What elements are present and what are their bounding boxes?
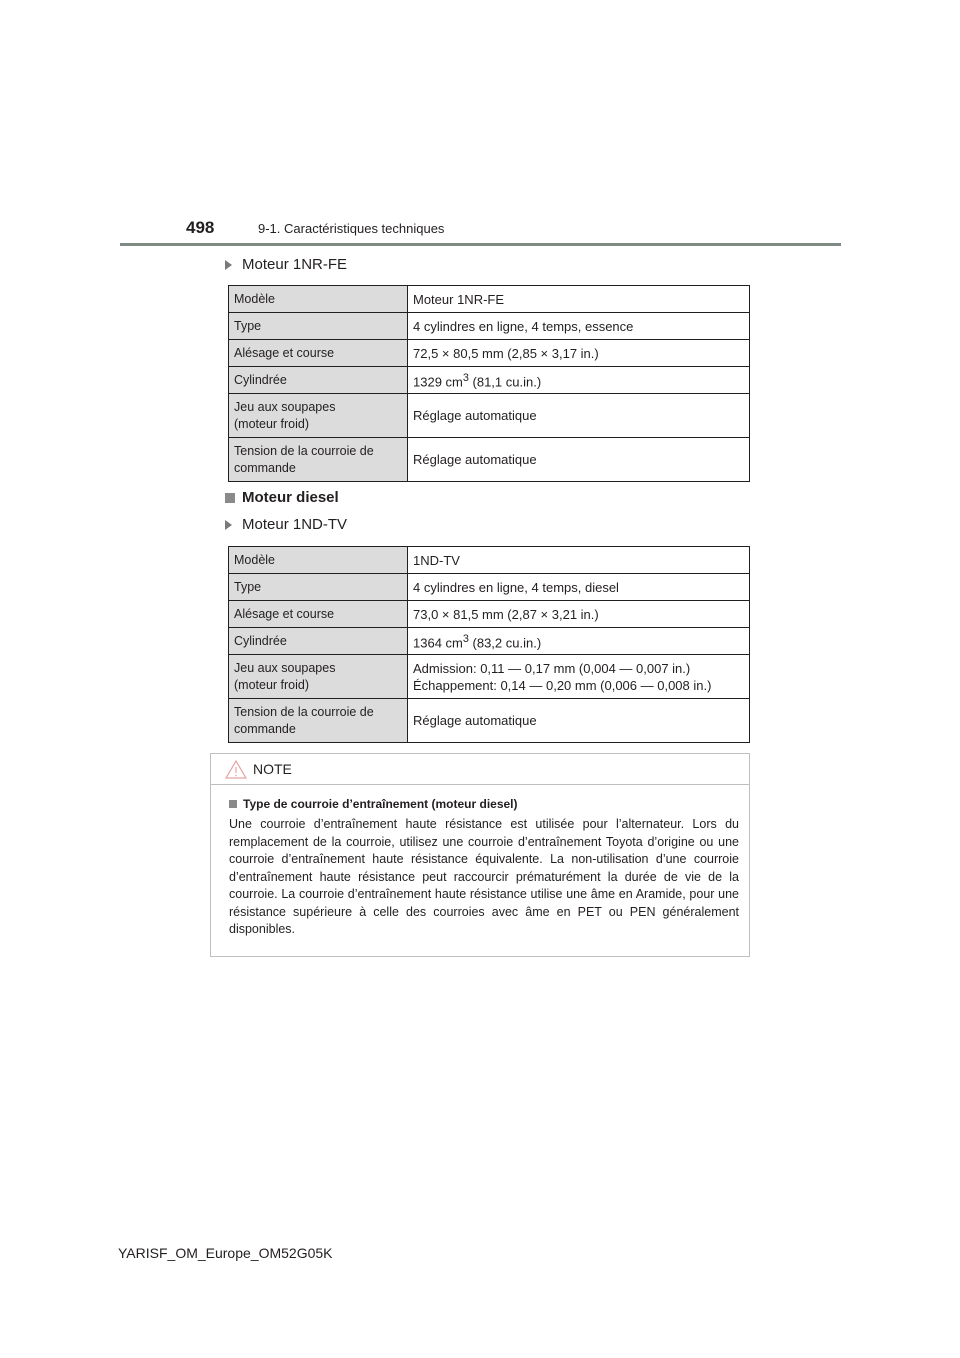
superscript: 3: [462, 372, 469, 384]
spec-value: Réglage automatique: [408, 699, 750, 743]
table-row: [229, 340, 750, 367]
spec-value: Réglage automatique: [408, 438, 750, 482]
triangle-bullet-icon: [225, 260, 232, 270]
engine1-heading: [225, 256, 347, 273]
note-title: NOTE: [253, 761, 292, 777]
spec-value: 73,0 × 81,5 mm (2,87 × 3,21 in.): [408, 601, 750, 628]
engine2-spec-table: [228, 546, 750, 743]
spec-label: [229, 394, 408, 438]
page-number: 498: [186, 218, 215, 237]
spec-label: Type: [229, 574, 408, 601]
superscript: 3: [462, 633, 469, 645]
diesel-heading-text: Moteur diesel: [242, 489, 339, 506]
spec-label: [229, 438, 408, 482]
spec-value: 4 cylindres en ligne, 4 temps, essence: [408, 313, 750, 340]
table-row: [229, 394, 750, 438]
table-row: [229, 574, 750, 601]
spec-value: [408, 367, 750, 394]
value-line: Admission: 0,11 — 0,17 mm (0,004 — 0,007 in.): [413, 660, 691, 676]
label-line: commande: [234, 460, 296, 475]
spec-value: Moteur 1NR-FE: [408, 286, 750, 313]
engine2-heading-text: Moteur 1ND-TV: [242, 516, 348, 533]
section-title: 9-1. Caractéristiques techniques: [258, 221, 445, 236]
spec-value: Réglage automatique: [408, 394, 750, 438]
header-divider: [120, 243, 841, 246]
note-subtitle: [229, 797, 739, 811]
table-row: [229, 601, 750, 628]
spec-value: 4 cylindres en ligne, 4 temps, diesel: [408, 574, 750, 601]
note-subtitle-text: Type de courroie d’entraînement (moteur diesel): [243, 797, 518, 811]
label-line: Jeu aux soupapes: [234, 660, 336, 675]
spec-value: 72,5 × 80,5 mm (2,85 × 3,17 in.): [408, 340, 750, 367]
spec-label: Alésage et course: [229, 601, 408, 628]
footer-doc-id: YARISF_OM_Europe_OM52G05K: [118, 1245, 333, 1261]
table-row: [229, 655, 750, 699]
table-row: [229, 547, 750, 574]
spec-label: Type: [229, 313, 408, 340]
table-row: [229, 699, 750, 743]
spec-label: Modèle: [229, 286, 408, 313]
label-line: Tension de la courroie de: [234, 443, 374, 458]
spec-label: [229, 699, 408, 743]
label-line: (moteur froid): [234, 677, 310, 692]
spec-value: [408, 628, 750, 655]
square-bullet-icon: [225, 493, 235, 503]
label-line: Jeu aux soupapes: [234, 399, 336, 414]
spec-value: [408, 655, 750, 699]
note-box: [210, 753, 750, 957]
displacement-imperial: (83,2 cu.in.): [468, 635, 542, 651]
spec-label: Cylindrée: [229, 367, 408, 394]
engine1-spec-table: [228, 285, 750, 482]
spec-label: Cylindrée: [229, 628, 408, 655]
square-bullet-icon: [229, 800, 237, 808]
triangle-bullet-icon: [225, 520, 232, 530]
table-row: [229, 313, 750, 340]
spec-label: [229, 655, 408, 699]
table-row: [229, 286, 750, 313]
table-row: [229, 438, 750, 482]
label-line: (moteur froid): [234, 416, 310, 431]
diesel-section-heading: [225, 489, 339, 506]
warning-triangle-icon: [225, 760, 247, 779]
table-row: [229, 367, 750, 394]
displacement-value: 1329 cm: [413, 374, 463, 390]
spec-value: 1ND-TV: [408, 547, 750, 574]
displacement-value: 1364 cm: [413, 635, 463, 651]
spec-label: Modèle: [229, 547, 408, 574]
note-header: [211, 754, 749, 785]
note-body: Une courroie d’entraînement haute résistance est utilisée pour l’alternateur. Lors du remplacement de la courroie, utilisez une courroie d’entraînement Toyota d’origine ou une courroie d’entraînement haute résistance équivalente. La non-utilisation d’une courroie d’entraînement haute résistance peut raccourcir prématurément la durée de vie de la courroie. La courroie d’entraînement haute résistance utilise une âme en Aramide, pour une résistance supérieure à celle des courroies avec âme en PET ou PEN généralement disponibles.: [229, 817, 739, 936]
spec-label: Alésage et course: [229, 340, 408, 367]
value-line: Échappement: 0,14 — 0,20 mm (0,006 — 0,008 in.): [413, 677, 712, 693]
label-line: commande: [234, 721, 296, 736]
displacement-imperial: (81,1 cu.in.): [468, 374, 542, 390]
table-row: [229, 628, 750, 655]
label-line: Tension de la courroie de: [234, 704, 374, 719]
engine1-heading-text: Moteur 1NR-FE: [242, 256, 348, 273]
engine2-heading: [225, 516, 347, 533]
